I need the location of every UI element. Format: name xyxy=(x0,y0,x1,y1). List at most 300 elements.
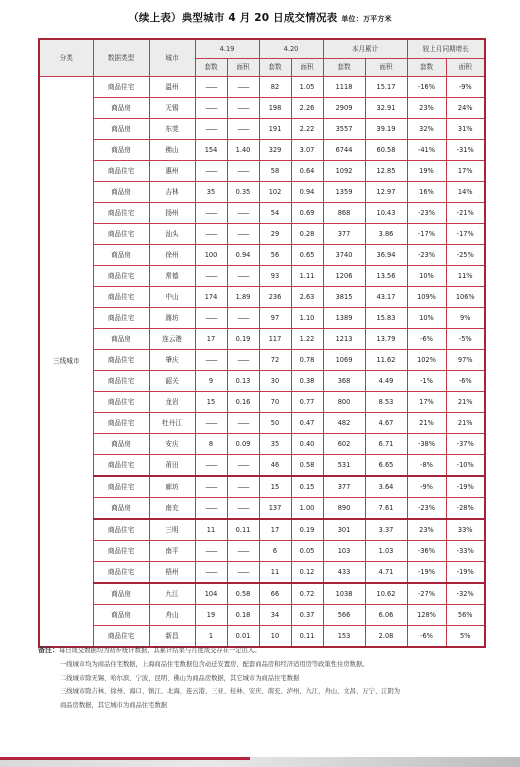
title-text: （续上表）典型城市 4 月 20 日成交情况表 xyxy=(128,12,338,24)
cell-area-month: 8.53 xyxy=(365,392,407,413)
cell-area-420: 0.05 xyxy=(291,541,323,562)
header-monthly: 本月累计 xyxy=(323,39,407,59)
cell-sets-month: 3740 xyxy=(323,245,365,266)
cell-growth-area: 31% xyxy=(446,119,485,140)
cell-sets-month: 482 xyxy=(323,413,365,434)
cell-data-type: 商品住宅 xyxy=(93,287,149,308)
cell-sets-month: 377 xyxy=(323,224,365,245)
cell-growth-area: 21% xyxy=(446,413,485,434)
cell-sets-420: 50 xyxy=(259,413,291,434)
cell-data-type: 商品住宅 xyxy=(93,224,149,245)
cell-sets-month: 602 xyxy=(323,434,365,455)
cell-sets-month: 377 xyxy=(323,476,365,498)
cell-growth-area: -9% xyxy=(446,77,485,98)
cell-city: 牡丹江 xyxy=(149,413,195,434)
cell-city: 南平 xyxy=(149,541,195,562)
cell-sets-month: 566 xyxy=(323,605,365,626)
cell-city: 汕头 xyxy=(149,224,195,245)
cell-area-month: 15.83 xyxy=(365,308,407,329)
header-category: 分类 xyxy=(39,39,93,77)
cell-area-month: 15.17 xyxy=(365,77,407,98)
cell-sets-month: 1206 xyxy=(323,266,365,287)
cell-area-419: 0.35 xyxy=(227,182,259,203)
cell-sets-420: 29 xyxy=(259,224,291,245)
cell-growth-sets: -6% xyxy=(407,329,446,350)
table-row xyxy=(39,119,485,140)
cell-growth-sets: 10% xyxy=(407,266,446,287)
header-area: 面积 xyxy=(365,59,407,77)
cell-sets-419: 17 xyxy=(195,329,227,350)
cell-sets-month: 800 xyxy=(323,392,365,413)
cell-city: 温州 xyxy=(149,77,195,98)
cell-area-419: 1.89 xyxy=(227,287,259,308)
cell-growth-area: -17% xyxy=(446,224,485,245)
cell-area-419: —— xyxy=(227,98,259,119)
cell-data-type: 商品房 xyxy=(93,498,149,520)
cell-sets-420: 70 xyxy=(259,392,291,413)
table-row xyxy=(39,626,485,648)
cell-area-420: 0.64 xyxy=(291,161,323,182)
table-row xyxy=(39,98,485,119)
cell-city: 中山 xyxy=(149,287,195,308)
cell-area-419: —— xyxy=(227,203,259,224)
cell-city: 惠州 xyxy=(149,161,195,182)
cell-growth-sets: 102% xyxy=(407,350,446,371)
cell-growth-sets: 19% xyxy=(407,161,446,182)
cell-sets-month: 1359 xyxy=(323,182,365,203)
header-sets: 套数 xyxy=(259,59,291,77)
header-data-type: 数据类型 xyxy=(93,39,149,77)
cell-data-type: 商品房 xyxy=(93,140,149,161)
cell-sets-month: 6744 xyxy=(323,140,365,161)
cell-area-420: 0.94 xyxy=(291,182,323,203)
cell-sets-419: —— xyxy=(195,476,227,498)
cell-city: 三明 xyxy=(149,519,195,541)
cell-growth-sets: 109% xyxy=(407,287,446,308)
table-row xyxy=(39,308,485,329)
cell-area-month: 10.43 xyxy=(365,203,407,224)
cell-sets-419: —— xyxy=(195,308,227,329)
cell-area-month: 4.71 xyxy=(365,562,407,584)
cell-sets-month: 1038 xyxy=(323,583,365,605)
cell-city: 东莞 xyxy=(149,119,195,140)
table-row xyxy=(39,498,485,520)
cell-area-month: 11.62 xyxy=(365,350,407,371)
cell-sets-420: 97 xyxy=(259,308,291,329)
cell-category: 三线城市 xyxy=(39,77,93,648)
cell-area-month: 2.08 xyxy=(365,626,407,648)
cell-sets-419: —— xyxy=(195,498,227,520)
cell-area-419: 0.94 xyxy=(227,245,259,266)
cell-growth-sets: -38% xyxy=(407,434,446,455)
unit-label: 单位：万平方米 xyxy=(341,15,392,23)
cell-area-419: —— xyxy=(227,350,259,371)
header-area: 面积 xyxy=(446,59,485,77)
note-line-3: 二线城市除无锡、哈尔滨、宁波、昆明、佛山为商品房数据，其它城市为商品住宅数据 xyxy=(60,674,300,682)
notes xyxy=(38,646,484,716)
cell-area-month: 13.79 xyxy=(365,329,407,350)
cell-growth-area: 56% xyxy=(446,605,485,626)
cell-data-type: 商品房 xyxy=(93,434,149,455)
cell-area-month: 36.94 xyxy=(365,245,407,266)
cell-area-419: —— xyxy=(227,455,259,477)
cell-growth-area: -21% xyxy=(446,203,485,224)
cell-area-419: —— xyxy=(227,266,259,287)
cell-growth-sets: -6% xyxy=(407,626,446,648)
cell-growth-area: 24% xyxy=(446,98,485,119)
cell-growth-area: 33% xyxy=(446,519,485,541)
cell-growth-sets: 17% xyxy=(407,392,446,413)
cell-growth-area: 9% xyxy=(446,308,485,329)
cell-area-419: 0.01 xyxy=(227,626,259,648)
cell-sets-419: —— xyxy=(195,266,227,287)
cell-sets-420: 10 xyxy=(259,626,291,648)
cell-data-type: 商品房 xyxy=(93,182,149,203)
cell-growth-sets: -23% xyxy=(407,245,446,266)
cell-area-420: 2.22 xyxy=(291,119,323,140)
notes-lead: 备注： xyxy=(38,646,59,654)
cell-growth-area: -32% xyxy=(446,583,485,605)
cell-sets-419: —— xyxy=(195,350,227,371)
table-row xyxy=(39,562,485,584)
cell-growth-sets: 128% xyxy=(407,605,446,626)
cell-growth-sets: -36% xyxy=(407,541,446,562)
header-sets: 套数 xyxy=(323,59,365,77)
cell-area-month: 60.58 xyxy=(365,140,407,161)
cell-city: 佛山 xyxy=(149,140,195,161)
cell-data-type: 商品住宅 xyxy=(93,541,149,562)
header-sets: 套数 xyxy=(407,59,446,77)
cell-area-419: —— xyxy=(227,161,259,182)
table-row xyxy=(39,182,485,203)
cell-area-420: 0.72 xyxy=(291,583,323,605)
cell-sets-419: —— xyxy=(195,77,227,98)
cell-sets-420: 17 xyxy=(259,519,291,541)
cell-area-month: 1.03 xyxy=(365,541,407,562)
cell-area-month: 4.67 xyxy=(365,413,407,434)
table-row xyxy=(39,203,485,224)
cell-sets-419: 35 xyxy=(195,182,227,203)
cell-sets-420: 15 xyxy=(259,476,291,498)
cell-data-type: 商品住宅 xyxy=(93,77,149,98)
cell-area-419: —— xyxy=(227,77,259,98)
cell-sets-419: 15 xyxy=(195,392,227,413)
cell-area-month: 3.86 xyxy=(365,224,407,245)
cell-area-420: 0.38 xyxy=(291,371,323,392)
cell-area-419: —— xyxy=(227,562,259,584)
cell-sets-420: 35 xyxy=(259,434,291,455)
cell-growth-area: -28% xyxy=(446,498,485,520)
cell-data-type: 商品房 xyxy=(93,329,149,350)
cell-sets-420: 236 xyxy=(259,287,291,308)
cell-growth-sets: -23% xyxy=(407,203,446,224)
cell-area-month: 6.06 xyxy=(365,605,407,626)
cell-sets-419: —— xyxy=(195,161,227,182)
table-row xyxy=(39,329,485,350)
cell-city: 南充 xyxy=(149,498,195,520)
footer-accent xyxy=(0,757,250,760)
cell-data-type: 商品住宅 xyxy=(93,371,149,392)
cell-growth-sets: -9% xyxy=(407,476,446,498)
table-row xyxy=(39,140,485,161)
table-row xyxy=(39,245,485,266)
cell-sets-420: 117 xyxy=(259,329,291,350)
cell-area-419: 0.18 xyxy=(227,605,259,626)
cell-area-420: 1.10 xyxy=(291,308,323,329)
cell-growth-area: 106% xyxy=(446,287,485,308)
cell-sets-month: 153 xyxy=(323,626,365,648)
cell-sets-month: 868 xyxy=(323,203,365,224)
cell-city: 廊坊 xyxy=(149,476,195,498)
cell-sets-419: 104 xyxy=(195,583,227,605)
cell-area-419: —— xyxy=(227,541,259,562)
cell-growth-area: -5% xyxy=(446,329,485,350)
cell-growth-sets: 23% xyxy=(407,519,446,541)
cell-sets-month: 531 xyxy=(323,455,365,477)
cell-city: 安庆 xyxy=(149,434,195,455)
cell-area-420: 0.47 xyxy=(291,413,323,434)
cell-growth-sets: -1% xyxy=(407,371,446,392)
cell-growth-sets: -23% xyxy=(407,498,446,520)
table-row xyxy=(39,605,485,626)
note-line-4: 三线城市除吉林、徐州、海口、镇江、北海、连云港、三亚、桂林、安庆、南充、泸州、九江、舟山、文昌、万宁、江阴为 xyxy=(60,688,401,696)
cell-sets-420: 198 xyxy=(259,98,291,119)
table-row xyxy=(39,350,485,371)
cell-area-month: 43.17 xyxy=(365,287,407,308)
cell-data-type: 商品住宅 xyxy=(93,308,149,329)
cell-area-420: 1.11 xyxy=(291,266,323,287)
cell-sets-month: 368 xyxy=(323,371,365,392)
cell-growth-area: 11% xyxy=(446,266,485,287)
table-row xyxy=(39,413,485,434)
cell-city: 吉林 xyxy=(149,182,195,203)
cell-sets-month: 1389 xyxy=(323,308,365,329)
table-row xyxy=(39,519,485,541)
cell-city: 舟山 xyxy=(149,605,195,626)
cell-city: 莆田 xyxy=(149,455,195,477)
header-area: 面积 xyxy=(291,59,323,77)
cell-sets-420: 191 xyxy=(259,119,291,140)
cell-sets-month: 1092 xyxy=(323,161,365,182)
cell-sets-420: 66 xyxy=(259,583,291,605)
header-row-1 xyxy=(39,39,485,59)
cell-sets-month: 2909 xyxy=(323,98,365,119)
cell-area-419: 0.19 xyxy=(227,329,259,350)
cell-sets-month: 1118 xyxy=(323,77,365,98)
cell-data-type: 商品房 xyxy=(93,98,149,119)
cell-sets-419: —— xyxy=(195,119,227,140)
cell-growth-sets: -19% xyxy=(407,562,446,584)
cell-area-419: 1.40 xyxy=(227,140,259,161)
cell-area-420: 0.40 xyxy=(291,434,323,455)
cell-sets-419: —— xyxy=(195,203,227,224)
cell-area-420: 1.00 xyxy=(291,498,323,520)
cell-sets-420: 329 xyxy=(259,140,291,161)
cell-area-month: 12.97 xyxy=(365,182,407,203)
cell-city: 徐州 xyxy=(149,245,195,266)
note-line-2: 一线城市均为商品住宅数据，上海商品住宅数据包含动迁安置房、配套商品房和经济适用房等政策性住房数据。 xyxy=(60,660,369,668)
cell-sets-month: 3557 xyxy=(323,119,365,140)
cell-sets-419: 154 xyxy=(195,140,227,161)
cell-area-419: —— xyxy=(227,119,259,140)
cell-city: 潍坊 xyxy=(149,308,195,329)
cell-sets-month: 301 xyxy=(323,519,365,541)
cell-data-type: 商品房 xyxy=(93,245,149,266)
cell-growth-area: -31% xyxy=(446,140,485,161)
cell-area-month: 39.19 xyxy=(365,119,407,140)
cell-data-type: 商品房 xyxy=(93,605,149,626)
table-row xyxy=(39,77,485,98)
cell-growth-area: 5% xyxy=(446,626,485,648)
cell-area-420: 0.65 xyxy=(291,245,323,266)
cell-sets-420: 93 xyxy=(259,266,291,287)
cell-growth-area: 97% xyxy=(446,350,485,371)
cell-city: 梧州 xyxy=(149,562,195,584)
table-row xyxy=(39,224,485,245)
cell-area-420: 0.69 xyxy=(291,203,323,224)
cell-data-type: 商品住宅 xyxy=(93,203,149,224)
cell-growth-area: -33% xyxy=(446,541,485,562)
cell-area-month: 32.91 xyxy=(365,98,407,119)
cell-area-420: 0.77 xyxy=(291,392,323,413)
cell-sets-420: 56 xyxy=(259,245,291,266)
cell-data-type: 商品住宅 xyxy=(93,562,149,584)
cell-area-420: 0.37 xyxy=(291,605,323,626)
cell-sets-419: —— xyxy=(195,541,227,562)
cell-area-419: —— xyxy=(227,498,259,520)
cell-sets-month: 103 xyxy=(323,541,365,562)
cell-city: 新昌 xyxy=(149,626,195,648)
header-date-419: 4.19 xyxy=(195,39,259,59)
cell-sets-419: —— xyxy=(195,413,227,434)
cell-sets-month: 433 xyxy=(323,562,365,584)
table-row xyxy=(39,161,485,182)
cell-sets-420: 137 xyxy=(259,498,291,520)
cell-sets-420: 46 xyxy=(259,455,291,477)
table-row xyxy=(39,583,485,605)
cell-sets-419: —— xyxy=(195,562,227,584)
cell-sets-420: 54 xyxy=(259,203,291,224)
header-area: 面积 xyxy=(227,59,259,77)
note-line-1: 每日成交数据均为初步统计数据，其累计结果与月度成交存在一定出入。 xyxy=(59,647,261,654)
cell-area-420: 2.26 xyxy=(291,98,323,119)
cell-sets-month: 3815 xyxy=(323,287,365,308)
cell-sets-420: 6 xyxy=(259,541,291,562)
cell-area-419: —— xyxy=(227,224,259,245)
table-row xyxy=(39,455,485,477)
cell-area-420: 0.12 xyxy=(291,562,323,584)
cell-area-month: 6.71 xyxy=(365,434,407,455)
cell-sets-419: 174 xyxy=(195,287,227,308)
cell-growth-area: -19% xyxy=(446,476,485,498)
note-line-5: 商品房数据，其它城市为商品住宅数据 xyxy=(60,702,168,710)
table-row xyxy=(39,392,485,413)
cell-area-month: 3.64 xyxy=(365,476,407,498)
table-row xyxy=(39,266,485,287)
cell-area-419: —— xyxy=(227,413,259,434)
cell-growth-area: -25% xyxy=(446,245,485,266)
header-growth: 较上月同期增长 xyxy=(407,39,485,59)
cell-data-type: 商品住宅 xyxy=(93,455,149,477)
cell-data-type: 商品住宅 xyxy=(93,626,149,648)
table-row xyxy=(39,541,485,562)
cell-city: 扬州 xyxy=(149,203,195,224)
cell-data-type: 商品住宅 xyxy=(93,476,149,498)
cell-area-420: 0.28 xyxy=(291,224,323,245)
cell-area-419: 0.11 xyxy=(227,519,259,541)
cell-growth-area: -6% xyxy=(446,371,485,392)
table-body xyxy=(39,77,485,648)
cell-city: 龙岩 xyxy=(149,392,195,413)
header-sets: 套数 xyxy=(195,59,227,77)
cell-sets-420: 82 xyxy=(259,77,291,98)
cell-growth-sets: -16% xyxy=(407,77,446,98)
cell-area-420: 0.15 xyxy=(291,476,323,498)
cell-area-month: 13.56 xyxy=(365,266,407,287)
cell-city: 肇庆 xyxy=(149,350,195,371)
cell-area-420: 1.22 xyxy=(291,329,323,350)
cell-growth-sets: 32% xyxy=(407,119,446,140)
cell-area-419: 0.13 xyxy=(227,371,259,392)
cell-sets-month: 1069 xyxy=(323,350,365,371)
cell-sets-420: 102 xyxy=(259,182,291,203)
cell-area-month: 7.61 xyxy=(365,498,407,520)
page-title xyxy=(0,10,520,25)
cell-growth-area: 14% xyxy=(446,182,485,203)
cell-area-month: 6.65 xyxy=(365,455,407,477)
cell-area-420: 0.78 xyxy=(291,350,323,371)
cell-data-type: 商品房 xyxy=(93,119,149,140)
cell-data-type: 商品住宅 xyxy=(93,519,149,541)
cell-area-420: 2.63 xyxy=(291,287,323,308)
cell-area-420: 3.07 xyxy=(291,140,323,161)
cell-growth-sets: -27% xyxy=(407,583,446,605)
table-row xyxy=(39,287,485,308)
cell-growth-area: -19% xyxy=(446,562,485,584)
cell-growth-area: 21% xyxy=(446,392,485,413)
cell-growth-area: -37% xyxy=(446,434,485,455)
cell-city: 连云港 xyxy=(149,329,195,350)
cell-area-420: 0.11 xyxy=(291,626,323,648)
cell-growth-area: -10% xyxy=(446,455,485,477)
cell-city: 韶关 xyxy=(149,371,195,392)
table-row xyxy=(39,371,485,392)
cell-sets-419: 1 xyxy=(195,626,227,648)
cell-area-month: 12.85 xyxy=(365,161,407,182)
cell-city: 常德 xyxy=(149,266,195,287)
cell-sets-month: 890 xyxy=(323,498,365,520)
cell-data-type: 商品住宅 xyxy=(93,266,149,287)
cell-sets-419: —— xyxy=(195,224,227,245)
cell-data-type: 商品住宅 xyxy=(93,161,149,182)
cell-growth-sets: 21% xyxy=(407,413,446,434)
cell-area-419: 0.16 xyxy=(227,392,259,413)
cell-sets-420: 30 xyxy=(259,371,291,392)
cell-city: 九江 xyxy=(149,583,195,605)
cell-area-419: —— xyxy=(227,476,259,498)
cell-sets-419: 19 xyxy=(195,605,227,626)
cell-growth-sets: 23% xyxy=(407,98,446,119)
cell-growth-sets: 10% xyxy=(407,308,446,329)
footer-bar xyxy=(0,757,520,767)
header-city: 城市 xyxy=(149,39,195,77)
cell-area-month: 3.37 xyxy=(365,519,407,541)
cell-sets-420: 72 xyxy=(259,350,291,371)
cell-area-420: 0.19 xyxy=(291,519,323,541)
cell-data-type: 商品住宅 xyxy=(93,350,149,371)
cell-data-type: 商品住宅 xyxy=(93,392,149,413)
transactions-table xyxy=(38,38,486,648)
